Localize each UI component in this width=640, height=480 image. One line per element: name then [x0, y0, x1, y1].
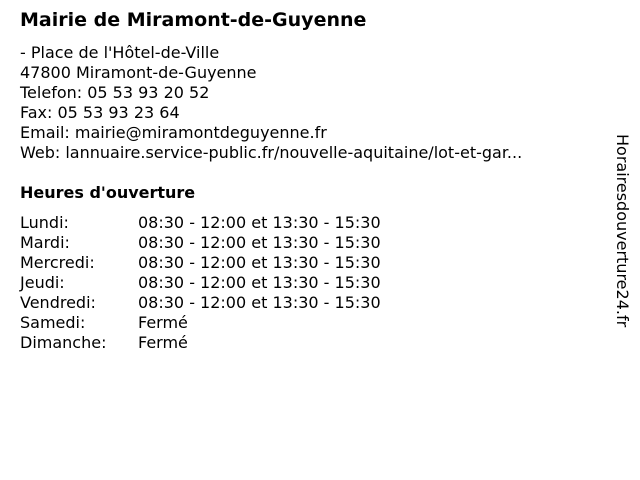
site-watermark	[612, 134, 632, 374]
day-label: Vendredi:	[20, 293, 96, 312]
day-label: Jeudi:	[20, 273, 65, 292]
opening-hours-heading: Heures d'ouverture	[20, 183, 196, 202]
time-value: 08:30 - 12:00 et 13:30 - 15:30	[138, 213, 381, 232]
address-line-2: 47800 Miramont-de-Guyenne	[20, 63, 257, 82]
watermark-text: Horairesdouverture24.fr	[613, 134, 632, 328]
page-title: Mairie de Miramont-de-Guyenne	[20, 9, 367, 31]
day-label: Mardi:	[20, 233, 70, 252]
time-value: 08:30 - 12:00 et 13:30 - 15:30	[138, 293, 381, 312]
time-value: 08:30 - 12:00 et 13:30 - 15:30	[138, 273, 381, 292]
time-value: Fermé	[138, 313, 188, 332]
web-line: Web: lannuaire.service-public.fr/nouvelle-aquitaine/lot-et-gar...	[20, 143, 523, 162]
day-label: Samedi:	[20, 313, 86, 332]
email-line: Email: mairie@miramontdeguyenne.fr	[20, 123, 327, 142]
day-label: Mercredi:	[20, 253, 95, 272]
day-label: Dimanche:	[20, 333, 107, 352]
day-label: Lundi:	[20, 213, 69, 232]
time-value: Fermé	[138, 333, 188, 352]
fax-line: Fax: 05 53 93 23 64	[20, 103, 180, 122]
time-value: 08:30 - 12:00 et 13:30 - 15:30	[138, 253, 381, 272]
time-value: 08:30 - 12:00 et 13:30 - 15:30	[138, 233, 381, 252]
phone-line: Telefon: 05 53 93 20 52	[20, 83, 210, 102]
address-line-1: - Place de l'Hôtel-de-Ville	[20, 43, 220, 62]
